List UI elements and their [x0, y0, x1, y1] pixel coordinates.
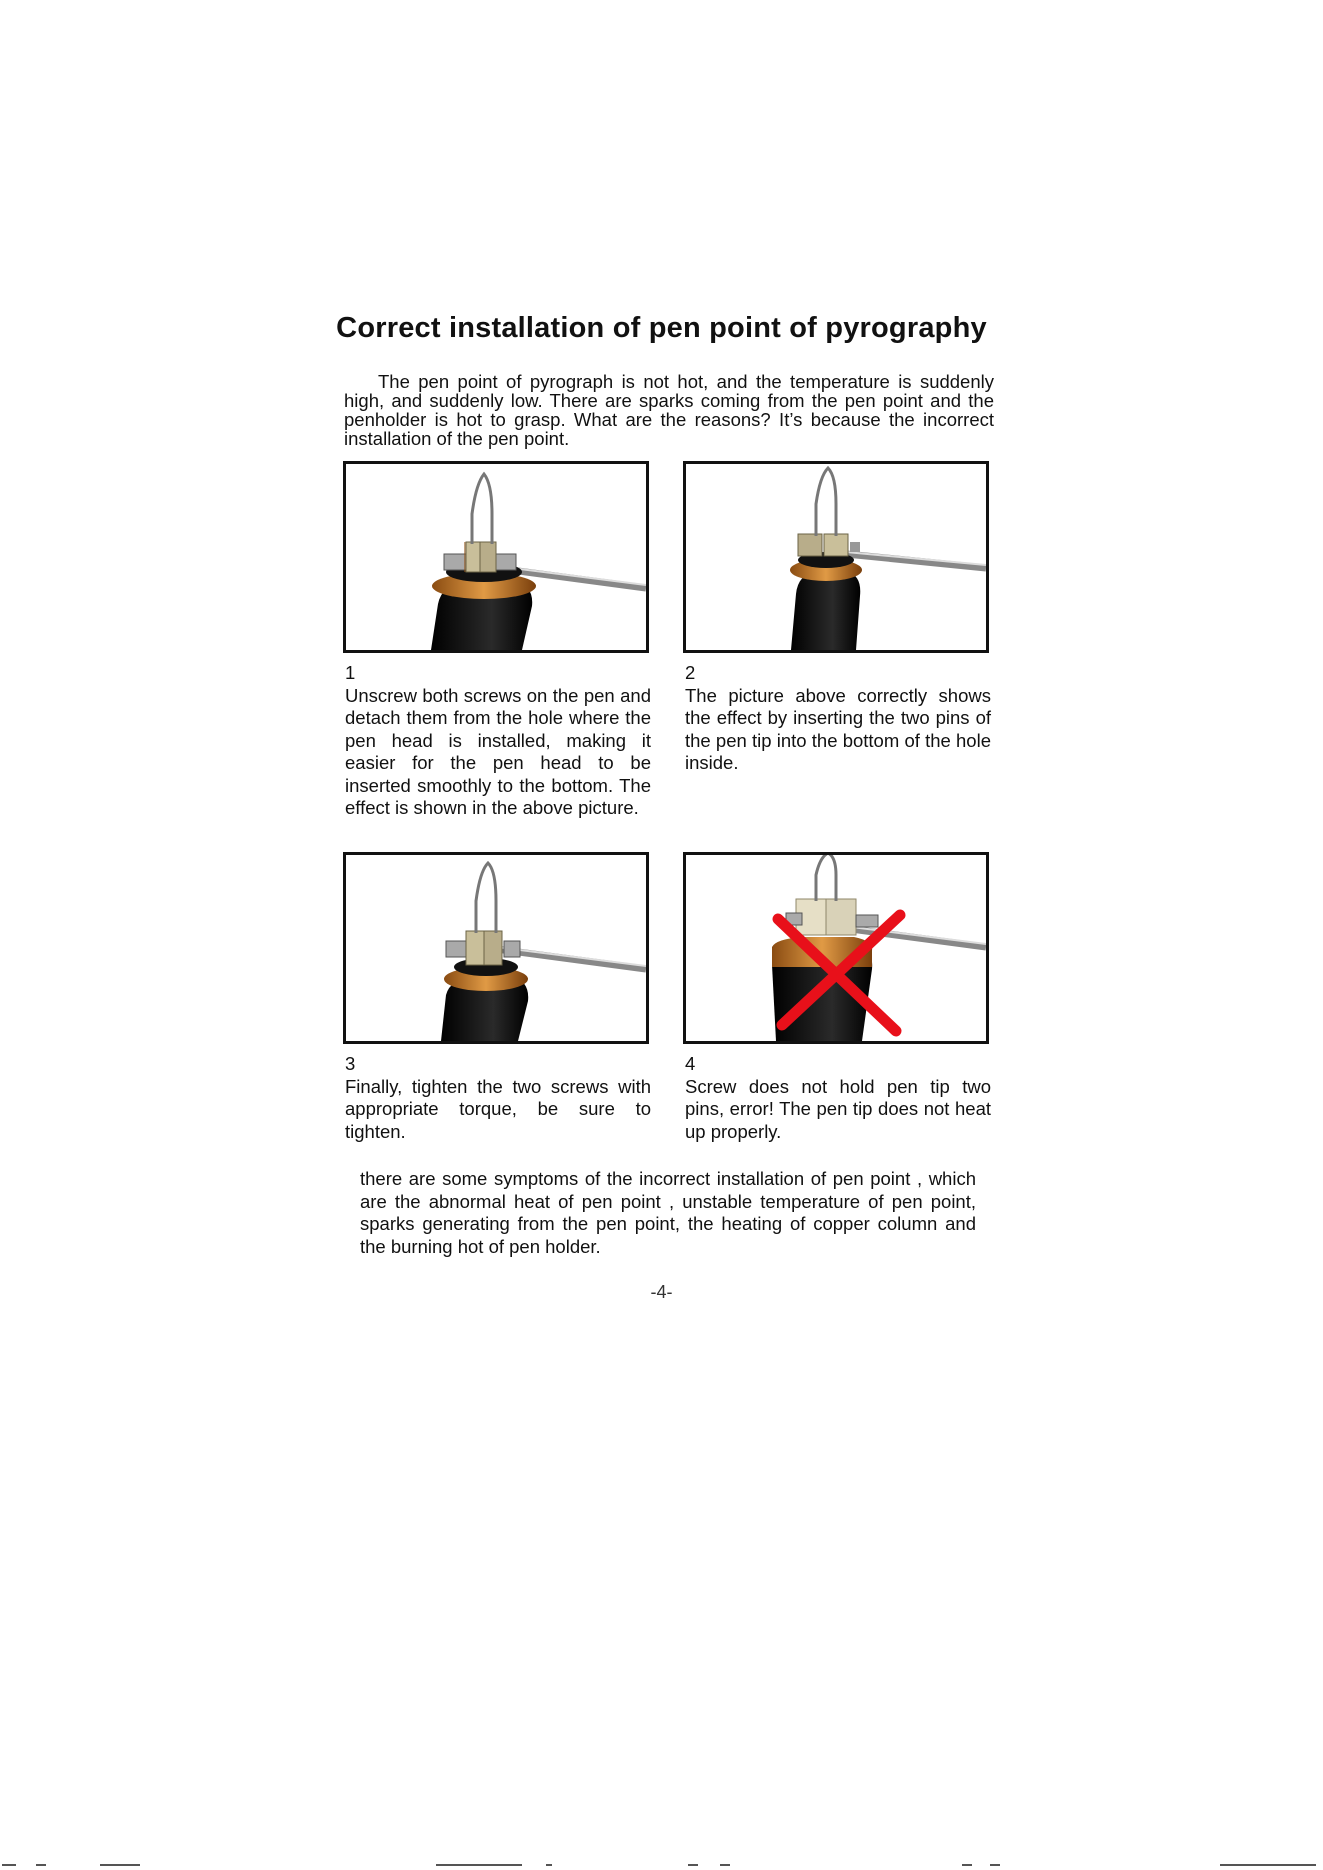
figure-step-3 [343, 852, 649, 1044]
intro-text: The pen point of pyrograph is not hot, and the temperature is suddenly high, and suddenly low. There are sparks coming from the pen point and the penholder is hot to grasp. What are the reasons? It’s because the incorrect installation of the pen point. [344, 371, 994, 449]
page-number: -4- [650, 1282, 673, 1302]
pen-illustration-1 [346, 464, 646, 650]
pen-illustration-4 [686, 855, 986, 1041]
print-marks [0, 1864, 1323, 1870]
step-caption-4 [685, 1053, 991, 1143]
step-text: Screw does not hold pen tip two pins, error! The pen tip does not heat up properly. [685, 1075, 991, 1142]
page-title: Correct installation of pen point of pyrography [336, 312, 987, 344]
step-number: 3 [345, 1053, 356, 1074]
step-number: 2 [685, 662, 696, 683]
pen-illustration-2 [686, 464, 986, 650]
step-number: 1 [345, 662, 356, 683]
pen-illustration-3 [346, 855, 646, 1041]
step-caption-2 [685, 662, 991, 775]
step-text: Finally, tighten the two screws with appropriate torque, be sure to tighten. [345, 1075, 651, 1142]
figure-step-4-error [683, 852, 989, 1044]
step-text: The picture above correctly shows the effect by inserting the two pins of the pen tip into the bottom of the hole inside. [685, 684, 991, 773]
step-caption-3 [345, 1053, 651, 1143]
intro-paragraph [344, 372, 994, 448]
step-caption-1 [345, 662, 651, 820]
figure-step-1 [343, 461, 649, 653]
step-number: 4 [685, 1053, 696, 1074]
figure-step-2 [683, 461, 989, 653]
step-text: Unscrew both screws on the pen and detach them from the hole where the pen head is installed, making it easier for the pen head to be inserted smoothly to the bottom. The effect is shown in the above picture. [345, 684, 651, 818]
symptoms-paragraph: there are some symptoms of the incorrect installation of pen point , which are the abnormal heat of pen point , unstable temperature of pen point, sparks generating from the pen point, the heating of copper column and the burning hot of pen holder. [360, 1168, 976, 1257]
